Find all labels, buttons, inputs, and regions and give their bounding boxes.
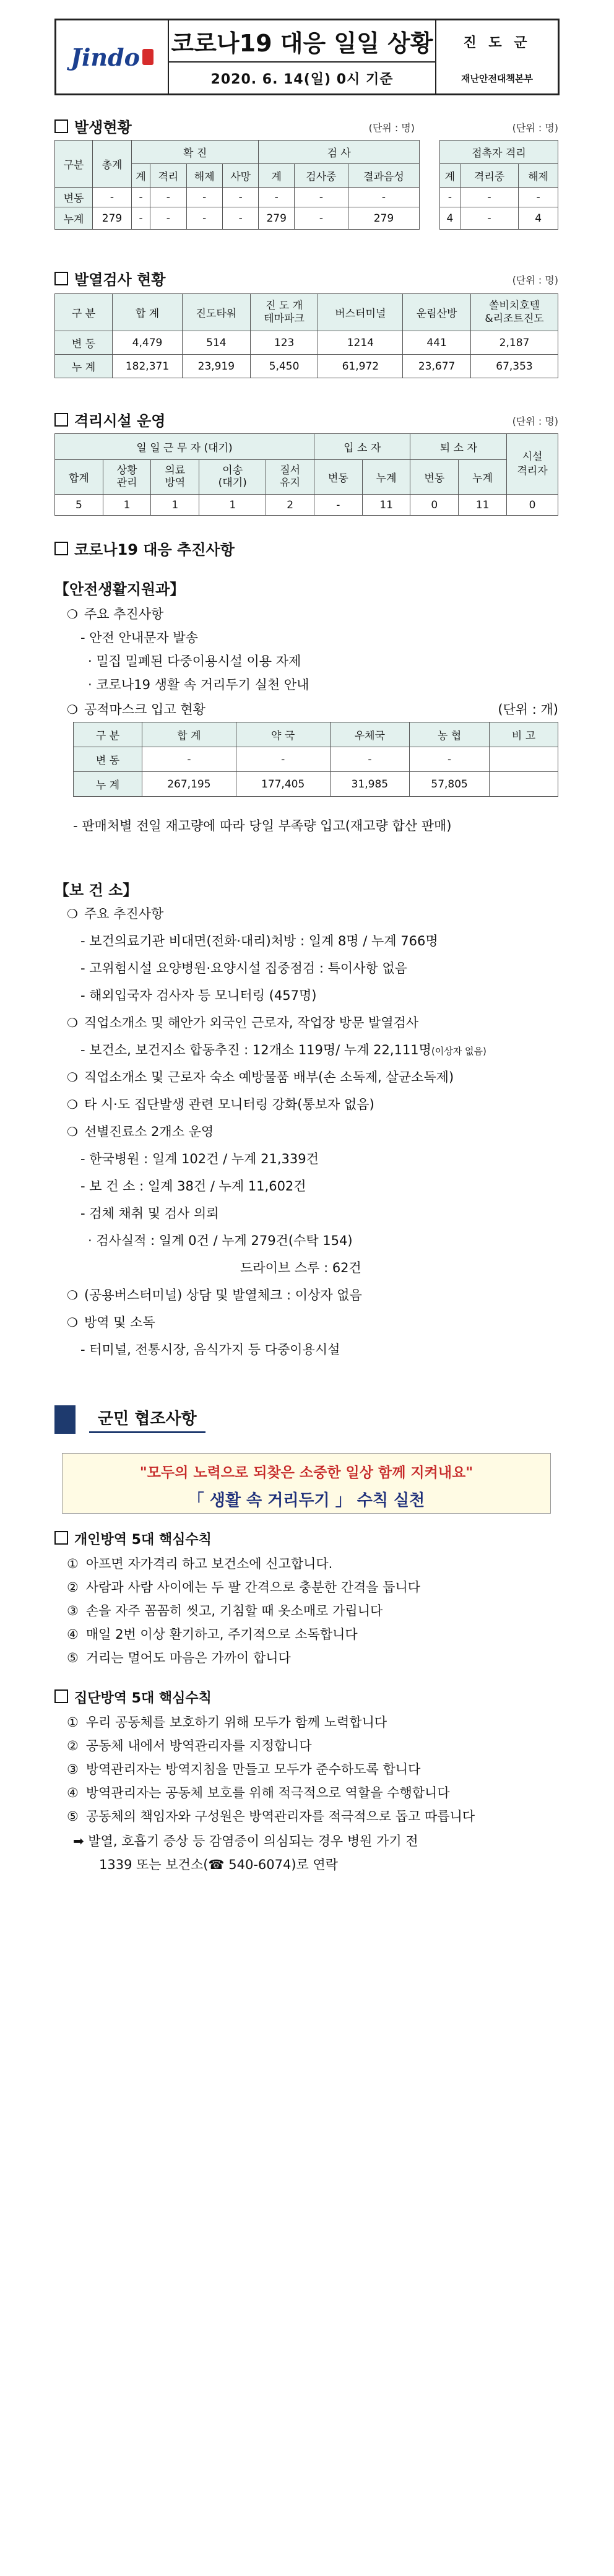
- list-item: - 해외입국자 검사자 등 모니터링 (457명): [80, 988, 317, 1003]
- contact-note-2: 1339 또는 보건소(☎ 540-6074)로 연락: [99, 1857, 339, 1872]
- rule-text: 방역관리자는 방역지침을 만들고 모두가 준수하도록 합니다: [85, 1762, 421, 1777]
- col-c-haeje: 해제: [186, 164, 222, 188]
- cell: 4,479: [113, 331, 183, 355]
- col-t-testing: 검사중: [295, 164, 348, 188]
- col-solbeach: 쏠비치호텔 &리조트진도: [471, 294, 558, 331]
- col-jindo-tower: 진도타워: [183, 294, 251, 331]
- number-1: ①: [67, 1556, 79, 1571]
- table-row: [74, 772, 558, 797]
- rule-text: 우리 공동체를 보호하기 위해 모두가 함께 노력합니다: [85, 1715, 387, 1730]
- col-contact-isolating: 격리중: [460, 164, 519, 188]
- list-item: [67, 1624, 358, 1643]
- cell: 279: [348, 207, 419, 230]
- rule-text: 손을 자주 꼼꼼히 씻고, 기침할 때 옷소매로 가립니다: [85, 1603, 383, 1618]
- cell: -: [132, 188, 150, 207]
- contact-title: 접촉자 격리: [440, 141, 558, 164]
- list-item: [67, 1806, 475, 1825]
- col-facility-isolated: 시설 격리자: [507, 434, 558, 495]
- col-pharmacy: 약 국: [236, 722, 330, 747]
- col-inmates: 입 소 자: [314, 434, 410, 460]
- isolation-unit: (단위 : 명): [512, 415, 558, 427]
- list-item: ❍ (공용버스터미널) 상담 및 발열체크 : 이상자 없음: [67, 1285, 362, 1304]
- contact-table: [439, 140, 558, 230]
- list-item: [67, 1783, 450, 1802]
- cell: -: [142, 747, 236, 772]
- cell: 31,985: [330, 772, 410, 797]
- col-situation: 상황 관리: [103, 460, 151, 495]
- cell: 61,972: [318, 355, 403, 378]
- list-item: ❍ 직업소개소 및 해안가 외국인 근로자, 작업장 방문 발열검사: [67, 1013, 418, 1031]
- list-item: ❍ 주요 추진사항: [67, 604, 163, 623]
- list-item: [67, 1577, 420, 1596]
- county-name: 진 도 군: [463, 35, 531, 51]
- cell: -: [410, 747, 490, 772]
- col-bus-terminal: 버스터미널: [318, 294, 403, 331]
- col-unrimsanbang: 운림산방: [403, 294, 471, 331]
- table-row: [440, 207, 558, 230]
- list-item: ❍ 방역 및 소독: [67, 1312, 155, 1331]
- slogan-box: [62, 1453, 551, 1514]
- slogan-line-1: "모두의 노력으로 되찾은 소중한 일상 함께 지켜내요": [139, 1465, 473, 1481]
- table-row: [74, 747, 558, 772]
- list-item: [67, 1712, 387, 1731]
- logo-area: [56, 20, 169, 93]
- logo-mark-icon: [142, 49, 154, 65]
- list-item: [67, 1554, 332, 1572]
- cell: -: [295, 188, 348, 207]
- col-gubun: 구 분: [74, 722, 142, 747]
- list-item-text: - 보건소, 보건지소 합동추진 : 12개소 119명/ 누계 22,111명: [80, 1043, 431, 1057]
- cell: 5: [55, 495, 103, 516]
- cell: 2,187: [471, 331, 558, 355]
- cell: -: [150, 207, 186, 230]
- cell: -: [222, 188, 258, 207]
- table-row: [55, 355, 558, 378]
- list-item: [80, 1040, 486, 1059]
- col-post-office: 우체국: [330, 722, 410, 747]
- report-date: 2020. 6. 14(일) 0시 기준: [210, 71, 394, 87]
- cell: 23,919: [183, 355, 251, 378]
- cell: 1: [151, 495, 199, 516]
- row-label: 변 동: [74, 747, 142, 772]
- list-item: - 보건의료기관 비대면(전화·대리)처방 : 일계 8명 / 누계 766명: [80, 934, 438, 948]
- slogan-line-2: 「 생활 속 거리두기 」 수칙 실천: [188, 1491, 425, 1510]
- list-item-note: (이상자 없음): [431, 1046, 486, 1057]
- cell: -: [132, 207, 150, 230]
- list-item: 드라이브 스루 : 62건: [240, 1260, 361, 1275]
- cell: -: [440, 188, 460, 207]
- list-item: - 터미널, 전통시장, 음식가지 등 다중이용시설: [80, 1342, 340, 1357]
- list-item: [67, 1601, 383, 1620]
- cell: -: [259, 188, 295, 207]
- section-fever-title: 발열검사 현황: [54, 267, 165, 289]
- col-gubun: 구분: [55, 141, 93, 188]
- fever-unit: (단위 : 명): [512, 274, 558, 286]
- fever-table: [54, 293, 558, 378]
- cell: 5,450: [250, 355, 318, 378]
- logo-text: Jindo: [71, 43, 140, 71]
- cell: 177,405: [236, 772, 330, 797]
- rule-text: 방역관리자는 공동체 보호를 위해 적극적으로 역할을 수행합니다: [85, 1785, 450, 1800]
- cell: -: [186, 207, 222, 230]
- cell: -: [93, 188, 132, 207]
- cell: 1214: [318, 331, 403, 355]
- cell: 57,805: [410, 772, 490, 797]
- number-2: ②: [67, 1738, 79, 1753]
- outbreak-table: [54, 140, 420, 230]
- dept-health-heading: 【보 건 소】: [54, 882, 138, 899]
- list-item: ❍ 직업소개소 및 근로자 숙소 예방물품 배부(손 소독제, 살균소독제): [67, 1067, 454, 1086]
- col-t-negative: 결과음성: [348, 164, 419, 188]
- cooperation-banner: [54, 1405, 205, 1434]
- col-order: 질서 유지: [266, 460, 314, 495]
- section-response-title: 코로나19 대응 추진사항: [54, 537, 235, 559]
- col-out-total: 누계: [459, 460, 507, 495]
- rule-text: 매일 2번 이상 환기하고, 주기적으로 소독합니다: [85, 1627, 358, 1642]
- cell: 0: [507, 495, 558, 516]
- list-item: ❍ 선별진료소 2개소 운영: [67, 1122, 214, 1140]
- number-3: ③: [67, 1762, 79, 1777]
- col-theme-park: 진 도 개 테마파크: [250, 294, 318, 331]
- row-label: 변동: [55, 188, 93, 207]
- col-discharged: 퇴 소 자: [410, 434, 507, 460]
- cell: -: [314, 495, 363, 516]
- number-4: ④: [67, 1627, 79, 1642]
- cell: [490, 772, 558, 797]
- col-nonghyup: 농 협: [410, 722, 490, 747]
- contact-unit: (단위 : 명): [512, 122, 558, 134]
- col-sum: 합계: [55, 460, 103, 495]
- banner-square-icon: [54, 1405, 76, 1434]
- table-row: [55, 495, 558, 516]
- list-item: · 코로나19 생활 속 거리두기 실천 안내: [88, 677, 309, 692]
- list-item: ❍ 타 시·도 집단발생 관련 모니터링 강화(통보자 없음): [67, 1095, 374, 1113]
- cell: 0: [410, 495, 459, 516]
- cell: 67,353: [471, 355, 558, 378]
- cell: -: [348, 188, 419, 207]
- col-c-gyeok: 격리: [150, 164, 186, 188]
- col-t-gye: 계: [259, 164, 295, 188]
- rule-text: 사람과 사람 사이에는 두 팔 간격으로 충분한 간격을 둡니다: [85, 1580, 421, 1595]
- col-in-change: 변동: [314, 460, 363, 495]
- report-title: 코로나19 대응 일일 상황: [169, 20, 435, 63]
- col-confirmed: 확 진: [132, 141, 259, 164]
- isolation-table: [54, 433, 558, 516]
- section-outbreak-title: 발생현황: [54, 115, 132, 137]
- cell: 4: [519, 207, 558, 230]
- col-sum: 합 계: [113, 294, 183, 331]
- list-item: - 검체 채취 및 검사 의뢰: [80, 1206, 219, 1221]
- number-5: ⑤: [67, 1650, 79, 1665]
- list-item: [67, 1759, 420, 1778]
- cell: -: [460, 188, 519, 207]
- list-item: ❍ 공적마스크 입고 현황: [67, 700, 205, 718]
- table-row: [55, 188, 420, 207]
- cell: 1: [199, 495, 266, 516]
- table-row: [55, 331, 558, 355]
- cell: -: [519, 188, 558, 207]
- list-item: - 한국병원 : 일계 102건 / 누계 21,339건: [80, 1151, 319, 1166]
- jindo-logo: [71, 43, 154, 71]
- col-contact-released: 해제: [519, 164, 558, 188]
- col-out-change: 변동: [410, 460, 459, 495]
- cell: 279: [259, 207, 295, 230]
- table-row: [55, 207, 420, 230]
- list-item: [67, 1736, 312, 1754]
- cell: -: [150, 188, 186, 207]
- cell: -: [460, 207, 519, 230]
- cell: 23,677: [403, 355, 471, 378]
- cell: 514: [183, 331, 251, 355]
- table-row: [440, 188, 558, 207]
- col-transfer: 이송 (대기): [199, 460, 266, 495]
- row-label: 변 동: [55, 331, 113, 355]
- cell: [490, 747, 558, 772]
- section-isolation-title: 격리시설 운영: [54, 409, 165, 430]
- dept-safety-heading: 【안전생활지원과】: [54, 581, 185, 598]
- cell: -: [295, 207, 348, 230]
- row-label: 누 계: [74, 772, 142, 797]
- col-c-gye: 계: [132, 164, 150, 188]
- col-in-total: 누계: [362, 460, 410, 495]
- col-medical: 의료 방역: [151, 460, 199, 495]
- row-label: 누 계: [55, 355, 113, 378]
- list-item: [67, 1648, 291, 1667]
- contact-note-1: ➡ 발열, 호흡기 증상 등 감염증이 의심되는 경우 병원 가기 전: [73, 1834, 418, 1849]
- list-item: · 밀집 밀폐된 다중이용시설 이용 자제: [88, 654, 301, 669]
- outbreak-unit: (단위 : 명): [368, 122, 415, 134]
- list-item: ❍ 주요 추진사항: [67, 904, 163, 922]
- rule-text: 공동체 내에서 방역관리자를 지정합니다: [85, 1738, 312, 1753]
- cooperation-title: 군민 협조사항: [89, 1406, 205, 1433]
- number-2: ②: [67, 1580, 79, 1595]
- col-gubun: 구 분: [55, 294, 113, 331]
- cell: 2: [266, 495, 314, 516]
- number-4: ④: [67, 1785, 79, 1800]
- col-c-death: 사망: [222, 164, 258, 188]
- number-1: ①: [67, 1715, 79, 1730]
- col-remarks: 비 고: [490, 722, 558, 747]
- mask-unit: (단위 : 개): [498, 702, 558, 717]
- rule-text: 공동체의 책임자와 구성원은 방역관리자를 적극적으로 돕고 따릅니다: [85, 1809, 475, 1824]
- rule-text: 아프면 자가격리 하고 보건소에 신고합니다.: [85, 1556, 333, 1571]
- personal-rules-title: 개인방역 5대 핵심수칙: [54, 1529, 212, 1548]
- cell: 441: [403, 331, 471, 355]
- cell: 123: [250, 331, 318, 355]
- cell: -: [236, 747, 330, 772]
- list-item: - 고위험시설 요양병원·요양시설 집중점검 : 특이사항 없음: [80, 961, 407, 976]
- cell: -: [186, 188, 222, 207]
- col-staff: 일 일 근 무 자 (대기): [55, 434, 314, 460]
- group-rules-title: 집단방역 5대 핵심수칙: [54, 1688, 212, 1707]
- col-total: 총계: [93, 141, 132, 188]
- number-3: ③: [67, 1603, 79, 1618]
- rule-text: 거리는 멀어도 마음은 가까이 합니다: [85, 1650, 291, 1665]
- mask-note: - 판매처별 전일 재고량에 따라 당일 부족량 입고(재고량 합산 판매): [73, 818, 452, 833]
- cell: 267,195: [142, 772, 236, 797]
- number-5: ⑤: [67, 1809, 79, 1824]
- list-item: · 검사실적 : 일계 0건 / 누계 279건(수탁 154): [88, 1233, 353, 1248]
- mask-table: [73, 722, 558, 797]
- list-item: - 안전 안내문자 발송: [80, 630, 198, 645]
- report-header: [54, 19, 560, 95]
- col-sum: 합 계: [142, 722, 236, 747]
- list-item: - 보 건 소 : 일계 38건 / 누계 11,602건: [80, 1179, 306, 1194]
- cell: 182,371: [113, 355, 183, 378]
- col-inspection: 검 사: [259, 141, 420, 164]
- cell: -: [330, 747, 410, 772]
- cell: 1: [103, 495, 151, 516]
- row-label: 누계: [55, 207, 93, 230]
- cell: 11: [362, 495, 410, 516]
- cell: 11: [459, 495, 507, 516]
- cell: -: [222, 207, 258, 230]
- col-contact-gye: 계: [440, 164, 460, 188]
- cell: 279: [93, 207, 132, 230]
- cell: 4: [440, 207, 460, 230]
- department-name: 재난안전대책본부: [461, 72, 533, 84]
